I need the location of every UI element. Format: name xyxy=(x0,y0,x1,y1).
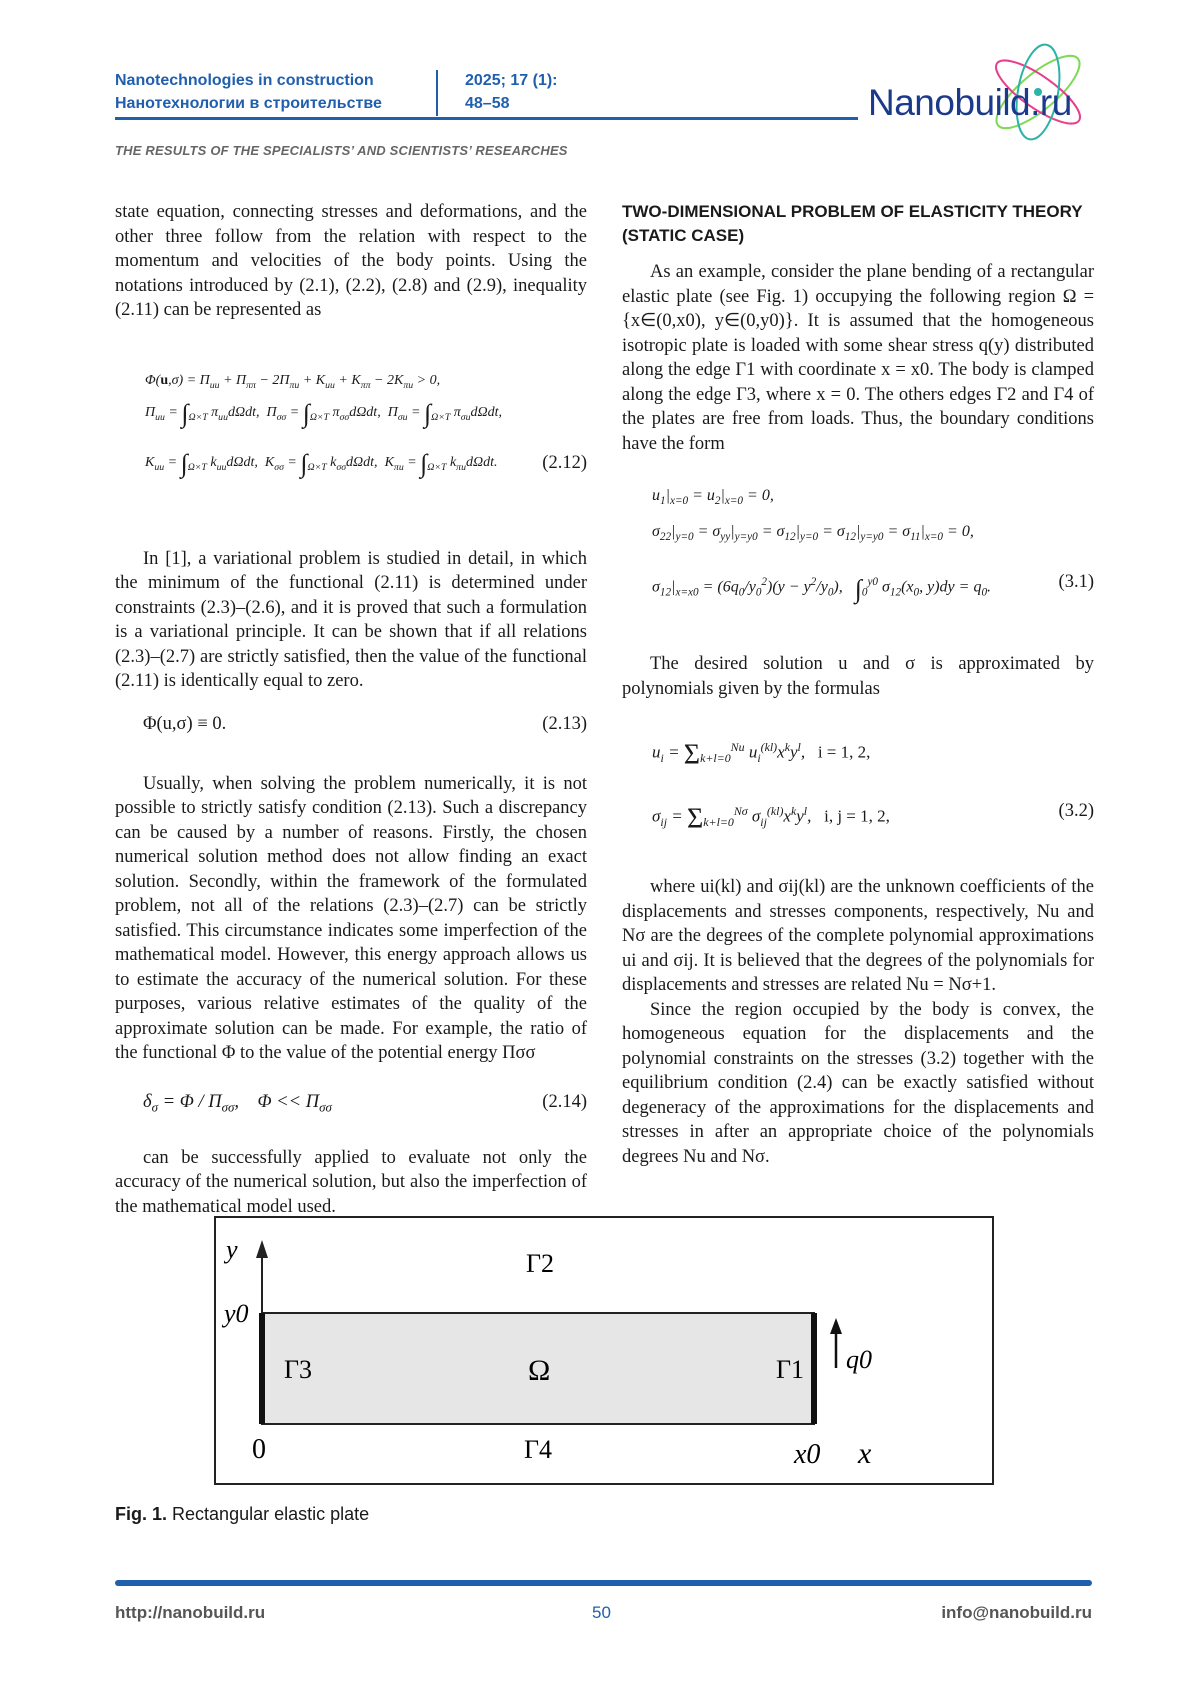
page-number: 50 xyxy=(592,1603,611,1622)
equation-number: (3.2) xyxy=(1058,801,1094,821)
gamma2-label: Γ2 xyxy=(526,1249,555,1278)
equation-number: (2.12) xyxy=(542,452,587,473)
gamma1-label: Γ1 xyxy=(776,1355,805,1384)
equation-number: (2.13) xyxy=(542,713,587,734)
equation-2-13-text: Φ(u,σ) ≡ 0. xyxy=(143,713,227,734)
equation-number: (3.1) xyxy=(1058,572,1094,592)
gamma3-label: Γ3 xyxy=(284,1355,313,1384)
left-paragraph-3: Usually, when solving the problem numerically, it is not possible to strictly satisfy condition (2.13). Such a discrepancy can be caused by a number of reasons. Firstly, the chosen numerical solution method does not allow finding an exact solution. Secondly, within the framework of the formulated problem, not all of the relations (2.3)–(2.7) can be strictly satisfied. This circumstance indicates some imperfection of the mathematical model. However, this energy approach allows us to estimate the accuracy of the numerical solution. For these purposes, various relative estimates of the quality of the approximate solution can be made. For example, the ratio of the functional Φ to the value of the potential energy Πσσ xyxy=(115,773,587,1063)
left-paragraph-1: state equation, connecting stresses and deformations, and the other three follow from the relation with respect to the momentum and velocities of the body points. Using the notations introduced by (2.1), (2.2), (2.8) and (2.9), inequality (2.11) can be represented as xyxy=(115,202,587,320)
figure-caption xyxy=(115,1504,369,1525)
equation-3-1: $u_1|_{x=0} = u_2|_{x=0} = 0$, $\sigma_{22}|_{y=0} = \sigma_{yy}|_{y=y0} = \sigma_{12}|_{y=0} = \sigma_{12}|_{y=y0} = \sigma_{11}|_{x=0} = 0$, $\sigma_{12}|_{x=x0} = (6q_0/y_0^2)(y - y^2/y_0)$, $\int_0^{y0}$ $\sigma_{12}(x_0$, $y)dy = q_0$. (3.1) xyxy=(652,487,1094,604)
left-column xyxy=(115,200,587,1219)
footer-url-link[interactable]: http://nanobuild.ru xyxy=(115,1603,266,1622)
figure-caption-label: Fig. 1. xyxy=(115,1504,168,1524)
equation-2-13 xyxy=(115,712,587,742)
section-label: THE RESULTS OF THE SPECIALISTS’ AND SCIENTISTS’ RESEARCHES xyxy=(115,143,568,158)
y0-label: y0 xyxy=(224,1299,249,1328)
equation-2-14: $\delta_\sigma = \Phi / \Pi_{\sigma\sigma}$, $\Phi << \Pi_{\sigma\sigma}$ (2.14) xyxy=(143,1091,587,1115)
figure-plate xyxy=(214,1216,994,1485)
origin-label: 0 xyxy=(252,1434,266,1465)
equation-3-2: $u_i = \Sigma_{k+l=0}^{Nu}$ $u_i^{(kl)}x^ky^l$, i = 1, 2, $\sigma_{ij} = \Sigma_{k+l=0}^{N\sigma}$ $\sigma_{ij}^{(kl)}x^ky^l$, i, j = 1, 2, (3.2) xyxy=(652,739,1094,835)
right-paragraph-2: The desired solution u and σ is approximated by polynomials given by the formulas xyxy=(622,654,1094,699)
right-paragraph-4: Since the region occupied by the body is convex, the homogeneous equation for the displacements and the polynomial constraints on the stresses (3.2) together with the equilibrium condition (2.4) can be exactly satisfied without degeneracy of the approximations for the displacements and stresses in after an appropriate choice of the polynomials degrees Nu and Nσ. xyxy=(622,999,1094,1167)
footer-email-link[interactable]: info@nanobuild.ru xyxy=(941,1603,1092,1622)
nanobuild-logo[interactable] xyxy=(868,40,1108,150)
y-label: y xyxy=(226,1235,238,1264)
journal-title-en: Nanotechnologies in construction xyxy=(115,72,374,89)
left-paragraph-4: can be successfully applied to evaluate not only the accuracy of the numerical solution, but also the imperfection of the mathematical model used. xyxy=(115,1147,587,1217)
figure-caption-text: Rectangular elastic plate xyxy=(172,1504,370,1524)
equation-2-12: $\Phi(u,\sigma) = \Pi_{uu} + \Pi_{\pi\pi} - 2\Pi_{\pi u} + K_{uu} + K_{\pi\pi} - 2K_{\pi u} > 0$, $\Pi_{uu} = \int_{\Omega\times T}$ $\pi_{uu}d\Omega dt$, $\Pi_{\sigma\sigma} = \int_{\Omega\times T}$ $\pi_{\sigma\sigma}d\Omega dt$, $\Pi_{\sigma u} = \int_{\Omega\times T}$ $\pi_{\sigma u}d\Omega dt$, $K_{uu} = \int_{\Omega\times T}$ $k_{uu}d\Omega dt$, $K_{\sigma\sigma} = \int_{\Omega\times T}$ $k_{\sigma\sigma}d\Omega dt$, $K_{\pi u} = \int_{\Omega\times T}$ $k_{\pi u}d\Omega dt$. (2.12) xyxy=(145,372,587,478)
x-label: x xyxy=(858,1437,872,1470)
x0-label: x0 xyxy=(794,1439,821,1470)
header-rule xyxy=(115,117,858,120)
journal-pages: 48–58 xyxy=(465,95,510,112)
right-paragraph-3: where ui(kl) and σij(kl) are the unknown coefficients of the displacements and stresses components, respectively, Nu and Nσ are the degrees of the complete polynomial approximations ui and σij. It is believed that the degrees of the polynomials for displacements and stresses are related Nu = Nσ+1. xyxy=(622,877,1094,995)
logo-text: Nanobuild.ru xyxy=(868,82,1072,123)
plate-diagram xyxy=(216,1218,992,1483)
right-paragraph-1: As an example, consider the plane bending of a rectangular elastic plate (see Fig. 1) occupying the following region Ω = {x∈(0,x0), y∈(0,y0)}. It is assumed that the homogeneous isotropic plate is loaded with some shear stress q(y) distributed along the edge Γ1 with coordinate x = x0. The body is clamped along the edge Γ3, where x = 0. The others edges Γ2 and Γ4 of the plates are free from loads. Thus, the boundary conditions have the form xyxy=(622,262,1094,454)
left-paragraph-2: In [1], a variational problem is studied in detail, in which the minimum of the functional (2.11) is determined under constraints (2.3)–(2.6), and it is proved that such a formulation is a variational principle. It can be shown that if all relations (2.3)–(2.7) are strictly satisfied, then the value of the functional (2.11) is identically equal to zero. xyxy=(115,548,587,691)
omega-label: Ω xyxy=(528,1354,551,1387)
footer-rule xyxy=(115,1580,1092,1586)
journal-issue: 2025; 17 (1): xyxy=(465,72,558,89)
right-column xyxy=(622,200,1094,1169)
journal-title-ru: Нанотехнологии в строительстве xyxy=(115,95,382,112)
y-axis-arrow-icon xyxy=(256,1240,268,1258)
header-divider xyxy=(436,70,438,116)
q0-label: q0 xyxy=(846,1345,872,1374)
load-arrow-icon xyxy=(830,1318,842,1334)
section-heading: TWO-DIMENSIONAL PROBLEM OF ELASTICITY THEORY (STATIC CASE) xyxy=(622,202,1083,245)
gamma4-label: Γ4 xyxy=(524,1435,553,1464)
equation-number: (2.14) xyxy=(542,1091,587,1112)
